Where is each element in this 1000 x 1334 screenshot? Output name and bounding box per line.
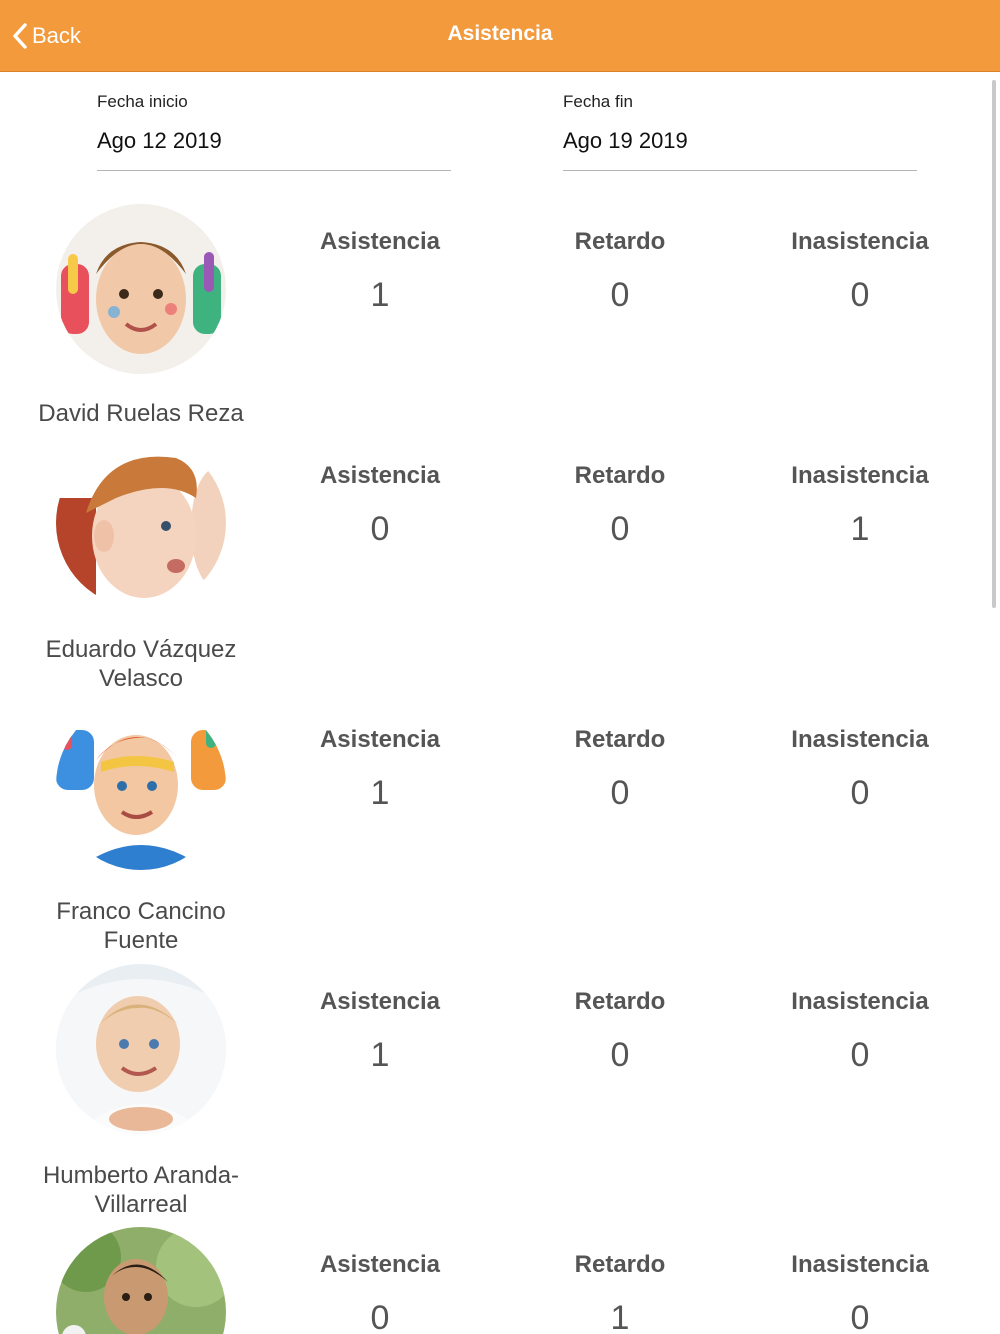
attendance-list[interactable] xyxy=(0,72,1000,1334)
stat-value: 0 xyxy=(610,510,630,548)
stat-value: 1 xyxy=(850,510,870,548)
end-date-value[interactable]: Ago 19 2019 xyxy=(563,128,688,153)
start-date-label: Fecha inicio xyxy=(97,92,188,111)
stat-label: Retardo xyxy=(574,462,666,489)
stat-inasistencia xyxy=(740,1251,980,1334)
stat-label: Asistencia xyxy=(319,988,441,1015)
stat-inasistencia xyxy=(740,726,980,813)
stat-value: 1 xyxy=(370,1036,390,1074)
start-date-field[interactable] xyxy=(97,90,451,171)
avatar xyxy=(56,204,226,374)
student-name: David Ruelas Reza xyxy=(38,400,244,427)
stat-inasistencia xyxy=(740,462,980,549)
back-label: Back xyxy=(32,23,81,48)
stat-asistencia xyxy=(260,462,500,549)
stat-label: Inasistencia xyxy=(791,988,929,1015)
student-name: Humberto Aranda-Villarreal xyxy=(42,1162,240,1218)
stat-value: 1 xyxy=(370,276,390,314)
stat-label: Inasistencia xyxy=(791,462,929,489)
page-title: Asistencia xyxy=(447,22,553,45)
stat-value: 1 xyxy=(610,1299,630,1334)
stat-label: Inasistencia xyxy=(791,228,929,255)
stat-value: 0 xyxy=(850,276,870,314)
stat-asistencia xyxy=(260,228,500,315)
stat-asistencia xyxy=(260,1251,500,1334)
stat-value: 0 xyxy=(850,1036,870,1074)
stat-label: Retardo xyxy=(574,988,666,1015)
stat-value: 0 xyxy=(370,1299,390,1334)
stat-value: 0 xyxy=(850,1299,870,1334)
stat-value: 0 xyxy=(610,1036,630,1074)
stat-value: 0 xyxy=(610,774,630,812)
stat-retardo xyxy=(500,1251,740,1334)
avatar xyxy=(56,1227,226,1334)
stat-retardo xyxy=(500,988,740,1075)
end-date-field[interactable] xyxy=(563,90,917,171)
stat-label: Retardo xyxy=(574,726,666,753)
stat-value: 0 xyxy=(610,276,630,314)
stat-label: Asistencia xyxy=(319,462,441,489)
stat-retardo xyxy=(500,228,740,315)
stat-retardo xyxy=(500,726,740,813)
stat-retardo xyxy=(500,462,740,549)
student-name: Franco Cancino Fuente xyxy=(56,898,226,954)
stat-label: Inasistencia xyxy=(791,1251,929,1278)
stat-label: Retardo xyxy=(574,228,666,255)
stat-label: Asistencia xyxy=(319,228,441,255)
start-date-value[interactable]: Ago 12 2019 xyxy=(97,128,222,153)
stat-label: Inasistencia xyxy=(791,726,929,753)
stat-inasistencia xyxy=(740,988,980,1075)
stat-asistencia xyxy=(260,988,500,1075)
stat-label: Asistencia xyxy=(319,1251,441,1278)
avatar xyxy=(56,438,226,608)
navigation-bar xyxy=(0,0,1000,72)
stat-asistencia xyxy=(260,726,500,813)
stat-label: Retardo xyxy=(574,1251,666,1278)
stat-value: 0 xyxy=(850,774,870,812)
avatar xyxy=(56,700,226,870)
stat-value: 0 xyxy=(370,510,390,548)
end-date-label: Fecha fin xyxy=(563,92,633,111)
student-name: Eduardo Vázquez Velasco xyxy=(45,636,237,692)
avatar xyxy=(56,964,226,1134)
stat-value: 1 xyxy=(370,774,390,812)
stat-label: Asistencia xyxy=(319,726,441,753)
stat-inasistencia xyxy=(740,228,980,315)
